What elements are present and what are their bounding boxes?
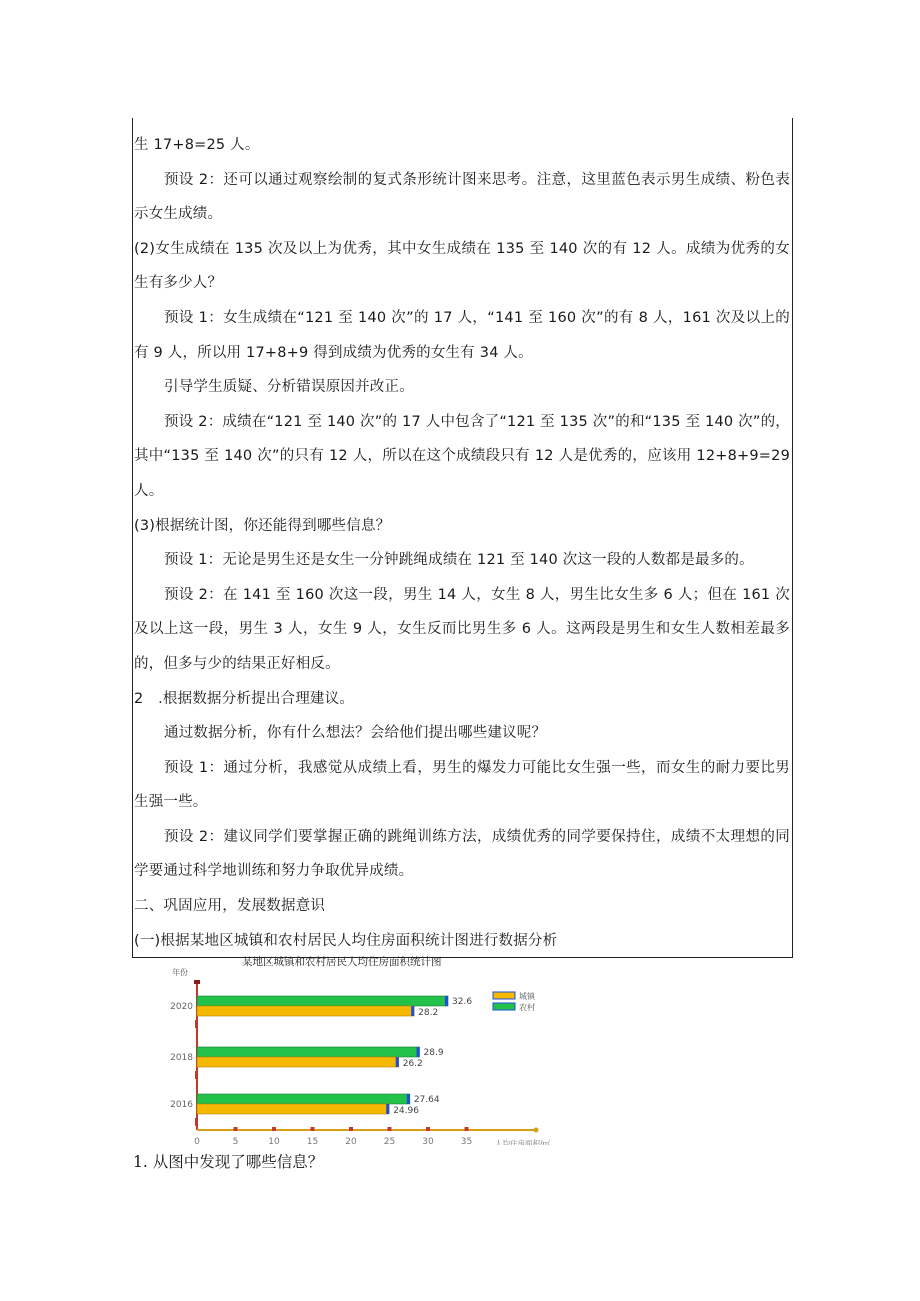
paragraph: 通过数据分析，你有什么想法？会给他们提出哪些建议呢？ [164,725,547,742]
legend-label-城镇: 城镇 [519,992,535,1001]
bar-农村 [197,996,448,1006]
data-label-农村: 32.6 [452,997,473,1007]
paragraph: (3)根据统计图，你还能得到哪些信息？ [134,517,391,534]
bar-end-农村 [407,1094,410,1104]
y-tick-mark [195,1071,198,1079]
bar-农村 [197,1094,410,1104]
paragraph: 预设 1：女生成绩在“121 至 140 次”的 17 人，“141 至 160 次”的有 8 人，161 次及以上的有 9 人，所以用 17+8+9 得到成绩为优秀的女生有 34 人。 [134,309,790,361]
x-tick-label: 20 [345,1137,357,1145]
bar-end-城镇 [396,1057,399,1067]
y-axis-label: 年份 [172,968,188,977]
y-axis-cap [194,980,200,984]
paragraph: 生 17+8=25 人。 [134,137,260,153]
paragraph: 预设 2：成绩在“121 至 140 次”的 17 人中包含了“121 至 135 次”的和“135 至 140 次”的，其中“135 至 140 次”的只有 12 人，所以在这个成绩段只有 12 人是优秀的，应该用 12+8+9=29 人。 [134,413,790,499]
y-tick-mark [195,1118,198,1126]
x-tick-label: 25 [383,1137,396,1145]
paragraph: 预设 2：在 141 至 160 次这一段，男生 14 人，女生 8 人，男生比女生多 6 人；但在 161 次及以上这一段，男生 3 人，女生 9 人，女生反而比男生多 6 人。这两段是男生和女生人数相差最多的，但多与少的结果正好相反。 [134,586,790,672]
paragraph: (2)女生成绩在 135 次及以上为优秀，其中女生成绩在 135 至 140 次的有 12 人。成绩为优秀的女生有多少人？ [134,240,790,292]
data-label-城镇: 28.2 [418,1008,439,1018]
bar-end-城镇 [411,1006,414,1016]
x-tick-label: 15 [306,1137,319,1145]
question-1: 1. 从图中发现了哪些信息？ [133,1153,324,1171]
chart-svg [150,950,590,1145]
x-tick-mark [426,1127,430,1131]
paragraph: 引导学生质疑、分析错误原因并改正。 [164,379,414,396]
data-label-农村: 27.64 [413,1095,440,1105]
paragraph: 预设 1：无论是男生还是女生一分钟跳绳成绩在 121 至 140 次这一段的人数都是最多的。 [164,552,754,569]
bar-end-农村 [417,1047,420,1057]
x-tick-mark [465,1127,469,1131]
bar-end-农村 [445,996,448,1006]
paragraph: 二、巩固应用，发展数据意识 [134,898,326,915]
paragraph: 预设 1：通过分析，我感觉从成绩上看，男生的爆发力可能比女生强一些，而女生的耐力要比男生强一些。 [134,759,790,811]
x-axis-end [534,1128,539,1133]
category-label: 2020 [170,1002,193,1012]
legend-swatch-农村 [493,1003,515,1010]
x-tick-label: 0 [194,1137,200,1145]
y-tick-mark [195,1020,198,1028]
bar-城镇 [197,1104,389,1114]
x-axis-label: 人均住房面积/㎡ [495,1139,551,1145]
chart-title: 某地区城镇和农村居民人均住房面积统计图 [242,956,442,968]
lesson-text [134,128,790,958]
x-tick-label: 35 [460,1137,473,1145]
paragraph: 预设 2：建议同学们要掌握正确的跳绳训练方法，成绩优秀的同学要保持住，成绩不太理想的同学要通过科学地训练和努力争取优异成绩。 [134,828,790,880]
data-label-农村: 28.9 [423,1048,444,1058]
paragraph: 2 .根据数据分析提出合理建议。 [134,690,355,707]
bar-城镇 [197,1057,399,1067]
x-tick-label: 10 [268,1137,280,1145]
housing-area-chart [150,950,590,1145]
x-tick-mark [388,1127,392,1131]
bar-城镇 [197,1006,414,1016]
category-label: 2016 [170,1100,193,1110]
x-tick-mark [349,1127,353,1131]
x-tick-mark [234,1127,238,1131]
legend-swatch-城镇 [493,992,515,999]
x-tick-mark [311,1127,315,1131]
x-tick-label: 5 [232,1137,239,1145]
data-label-城镇: 26.2 [402,1059,423,1069]
x-tick-mark [272,1127,276,1131]
paragraph: 预设 2：还可以通过观察绘制的复式条形统计图来思考。注意，这里蓝色表示男生成绩、粉色表示女生成绩。 [134,171,790,223]
bar-end-城镇 [386,1104,389,1114]
data-label-城镇: 24.96 [393,1106,419,1116]
paragraph: (一)根据某地区城镇和农村居民人均住房面积统计图进行数据分析 [134,932,558,949]
bar-农村 [197,1047,420,1057]
x-tick-label: 30 [422,1137,434,1145]
category-label: 2018 [170,1053,193,1063]
legend-label-农村: 农村 [519,1003,535,1012]
